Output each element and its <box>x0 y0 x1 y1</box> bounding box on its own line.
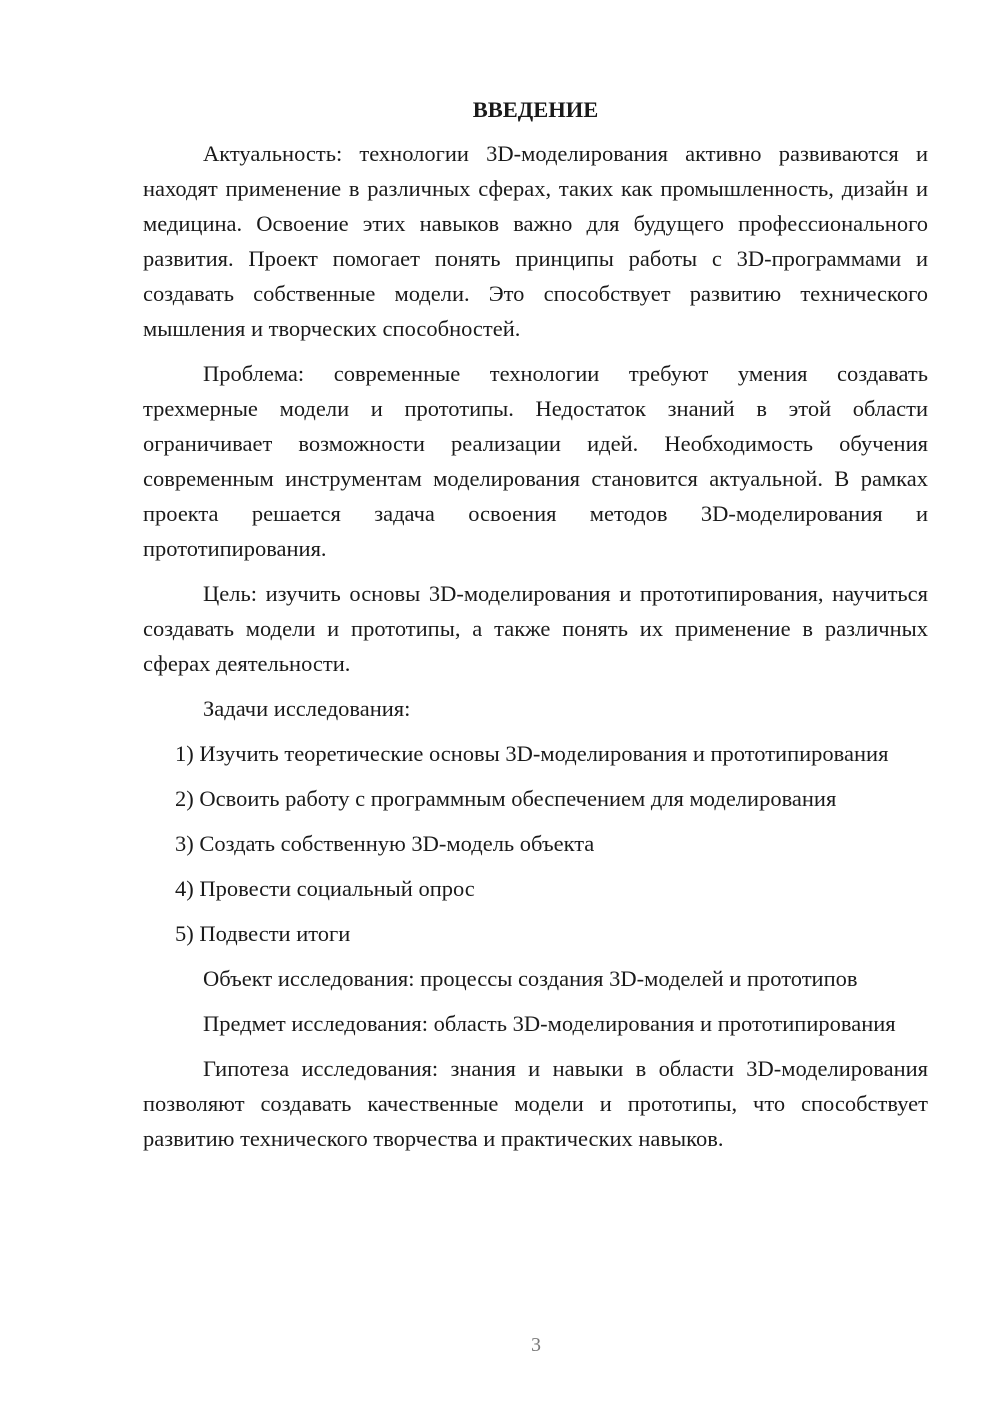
paragraph-relevance: Актуальность: технологии 3D-моделирования активно развиваются и находят применение в различных сферах, таких как промышленность, дизайн и медицина. Освоение этих навыков важно для будущего профессионального развития. Проект помогает понять принципы работы с 3D-программами и создавать собственные модели. Это способствует развитию технического мышления и творческих способностей. <box>143 141 928 341</box>
page-content <box>143 92 928 1166</box>
tasks-heading: Задачи исследования: <box>203 696 411 721</box>
paragraph-subject: Предмет исследования: область 3D-моделирования и прототипирования <box>203 1011 896 1036</box>
task-item-4: 4) Провести социальный опрос <box>175 876 475 901</box>
paragraph-problem: Проблема: современные технологии требуют умения создавать трехмерные модели и прототипы. Недостаток знаний в этой области ограничивает возможности реализации идей. Необходимость обучения современным инструментам моделирования становится актуальной. В рамках проекта решается задача освоения методов 3D-моделирования и прототипирования. <box>143 361 928 561</box>
task-item-2: 2) Освоить работу с программным обеспечением для моделирования <box>175 786 837 811</box>
paragraph-object: Объект исследования: процессы создания 3D-моделей и прототипов <box>203 966 858 991</box>
paragraph-hypothesis: Гипотеза исследования: знания и навыки в области 3D-моделирования позволяют создавать качественные модели и прототипы, что способствует развитию технического творчества и практических навыков. <box>143 1056 928 1151</box>
page-number: 3 <box>531 1334 541 1356</box>
paragraph-goal: Цель: изучить основы 3D-моделирования и прототипирования, научиться создавать модели и прототипы, а также понять их применение в различных сферах деятельности. <box>143 581 928 676</box>
task-item-5: 5) Подвести итоги <box>175 921 351 946</box>
task-item-3: 3) Создать собственную 3D-модель объекта <box>175 831 595 856</box>
task-item-1: 1) Изучить теоретические основы 3D-моделирования и прототипирования <box>175 741 889 766</box>
section-title: ВВЕДЕНИЕ <box>472 97 599 122</box>
